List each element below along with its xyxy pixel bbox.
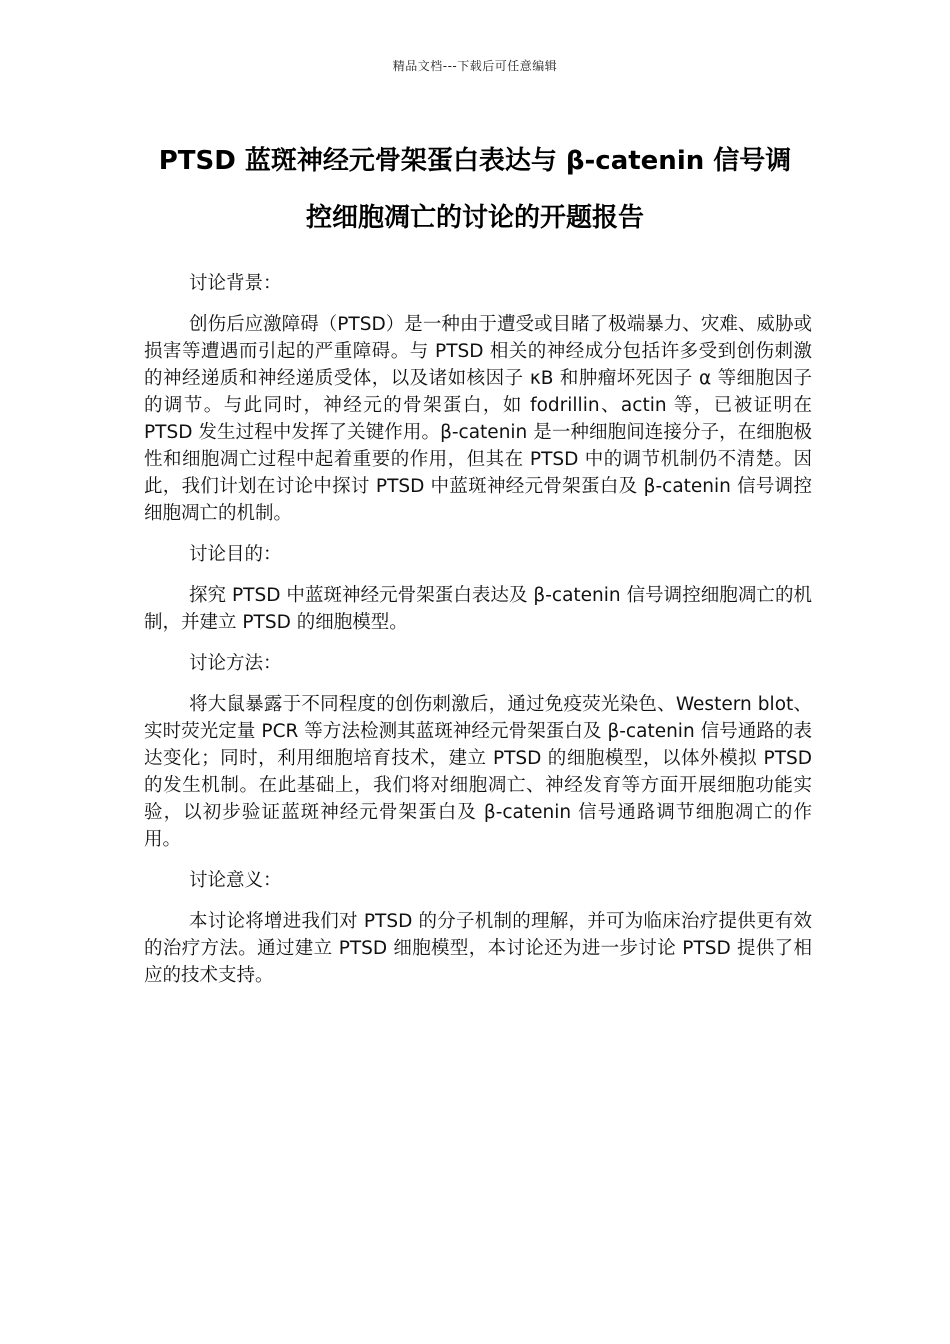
methods-heading: 讨论方法： [189,653,282,674]
page-header: 精品文档---下载后可任意编辑 [392,59,558,73]
title-line-2: 控细胞凋亡的讨论的开题报告 [305,203,644,233]
methods-paragraph: 将大鼠暴露于不同程度的创伤刺激后，通过免疫荧光染色、Western blot、实时荧光定量 PCR 等方法检测其蓝斑神经元骨架蛋白及 β-catenin 信号通路的表达变化；同时，利用细胞培育技术，建立 PTSD 的细胞模型，以体外模拟 PTSD 的发生机制。在此基础上，我们将对细胞凋亡、神经发育等方面开展细胞功能实验，以初步验证蓝斑神经元骨架蛋白及 β-catenin 信号通路调节细胞凋亡的作用。 [144,694,812,850]
background-paragraph: 创伤后应激障碍（PTSD）是一种由于遭受或目睹了极端暴力、灾难、威胁或损害等遭遇而引起的严重障碍。与 PTSD 相关的神经成分包括许多受到创伤刺激的神经递质和神经递质受体，以及诸如核因子 κB 和肿瘤坏死因子 α 等细胞因子的调节。与此同时，神经元的骨架蛋白，如 fodrillin、actin 等，已被证明在 PTSD 发生过程中发挥了关键作用。β-catenin 是一种细胞间连接分子，在细胞极性和细胞凋亡过程中起着重要的作用，但其在 PTSD 中的调节机制仍不清楚。因此，我们计划在讨论中探讨 PTSD 中蓝斑神经元骨架蛋白及 β-catenin 信号调控细胞凋亡的机制。 [144,314,812,524]
background-heading: 讨论背景： [189,273,282,294]
significance-heading: 讨论意义： [189,870,282,891]
significance-paragraph: 本讨论将增进我们对 PTSD 的分子机制的理解，并可为临床治疗提供更有效的治疗方法。通过建立 PTSD 细胞模型，本讨论还为进一步讨论 PTSD 提供了相应的技术支持。 [144,911,812,986]
document-title [100,133,850,247]
purpose-paragraph: 探究 PTSD 中蓝斑神经元骨架蛋白表达及 β-catenin 信号调控细胞凋亡的机制，并建立 PTSD 的细胞模型。 [144,585,812,633]
document-body [144,270,812,1003]
title-line-1: PTSD 蓝斑神经元骨架蛋白表达与 β-catenin 信号调 [158,146,792,176]
purpose-heading: 讨论目的： [189,544,282,565]
